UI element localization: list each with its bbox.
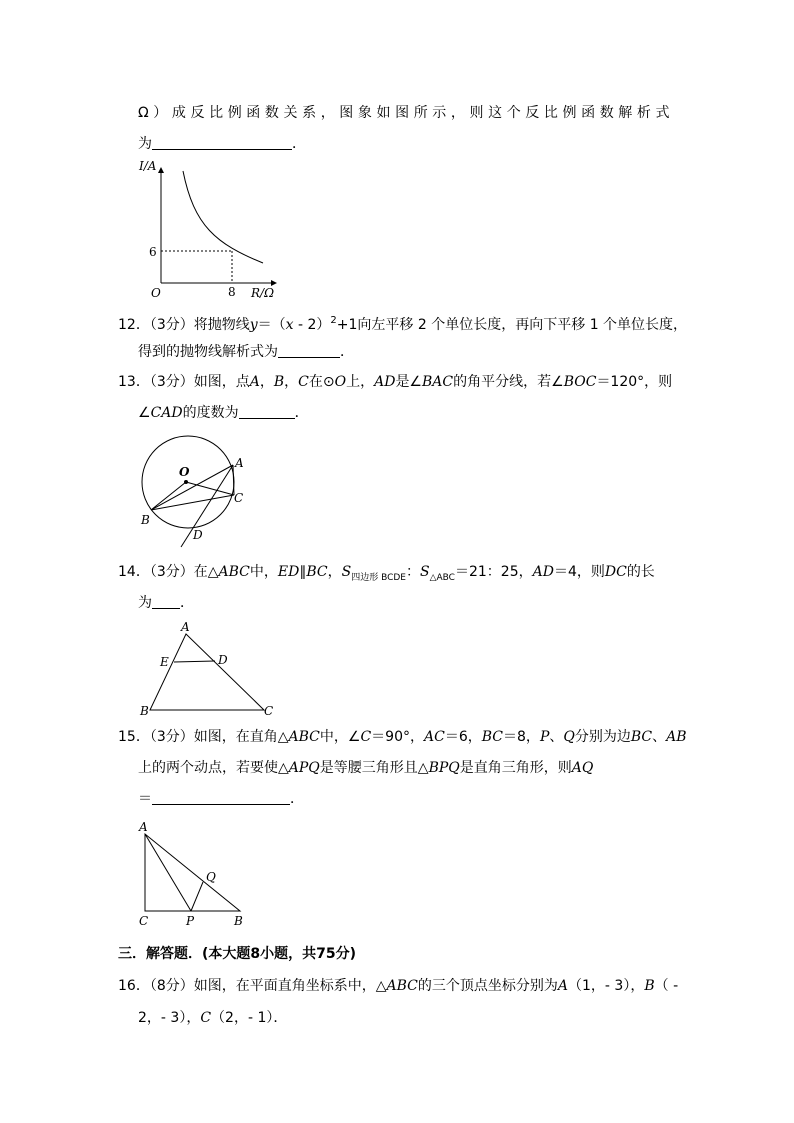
segment-pq [191,882,203,911]
segment-ap [145,834,191,911]
label-d: D [218,653,228,667]
label-p: P [186,914,195,928]
label-a: A [235,456,244,470]
q13-line2: ∠CAD的度数为 ． [138,405,309,421]
q11-figure-inverse-graph [136,156,286,304]
label-c: C [264,704,274,718]
label-b: B [141,513,150,527]
q11-line2: 为 ． [138,136,306,152]
label-c: C [234,491,244,505]
q16-line2: 2，- 3），C（2，- 1）． [138,1010,288,1026]
triangle-abc [150,634,264,710]
q15-line1: 15．（3分）如图，在直角△ABC中，∠C＝90°，AC＝6，BC＝8，P、Q分别为边BC、AB [118,729,687,745]
answer-blank-14[interactable] [152,593,180,609]
y-axis-label: I/A [139,159,157,173]
q13-figure-circle [136,432,266,554]
label-e: E [160,655,169,669]
label-b: B [140,704,149,718]
label-a: A [139,820,148,834]
x-axis-label: R/Ω [251,286,275,300]
answer-blank-13[interactable] [239,403,295,419]
segment-ba [151,465,233,510]
hyperbola-curve [183,171,263,263]
segment-ob [151,482,186,510]
segment-oc [186,482,234,495]
q15-figure-right-triangle [136,818,254,932]
answer-blank-15[interactable] [152,789,290,805]
q15-line3: ＝ ． [138,791,304,807]
q16-line1: 16．（8分）如图，在平面直角坐标系中，△ABC的三个顶点坐标分别为A（1，- 3），B（ - [118,978,679,994]
label-o: O [179,465,190,479]
triangle-abc [145,834,240,911]
q11-line1: Ω）成反比例函数关系，图象如图所示，则这个反比例函数解析式 [138,105,675,121]
q14-line2: 为 ． [138,595,194,611]
answer-blank-11[interactable] [152,134,292,150]
q13-line1: 13．（3分）如图，点A，B，C在⊙O上，AD是∠BAC的角平分线，若∠BOC＝120°，则 [118,374,673,390]
x-tick-label: 8 [228,285,236,299]
q12-line1: 12．（3分）将抛物线y＝（x - 2）$^2$+1向左平移 2 个单位长度，再向下平移 1 个单位长度， [118,315,688,333]
q14-figure-triangle [136,618,278,718]
q14-line1: 14．（3分）在△ABC中，ED∥BC，$S_{四边形 BCDE}$：$S_{\triangle ABC}=21$：25，AD＝4，则DC的长 [118,564,655,583]
center-point [184,480,188,484]
label-c: C [139,914,149,928]
label-a: A [181,620,190,634]
section-3-title: 三．解答题．(本大题8小题，共75分) [118,946,357,962]
q15-line2: 上的两个动点，若要使△APQ是等腰三角形且△BPQ是直角三角形，则AQ [138,760,594,776]
label-d: D [193,528,203,542]
segment-ed [174,661,215,662]
segment-bc [151,495,234,510]
answer-blank-12[interactable] [278,342,340,358]
q12-line2: 得到的抛物线解析式为 ． [138,344,354,360]
label-b: B [234,914,243,928]
label-q: Q [206,870,216,884]
origin-label: O [151,286,161,300]
y-tick-label: 6 [149,245,157,259]
